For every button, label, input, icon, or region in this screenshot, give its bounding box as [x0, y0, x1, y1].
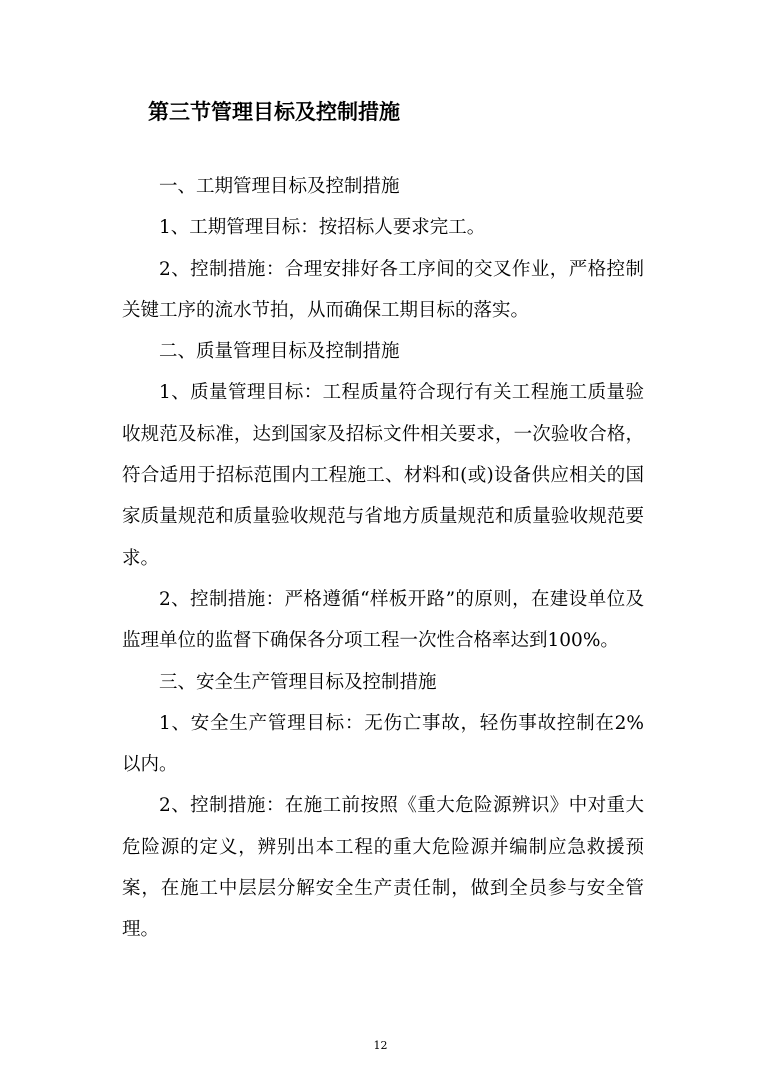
document-body	[122, 166, 644, 951]
heading-safety: 三、安全生产管理目标及控制措施	[159, 671, 437, 693]
heading-quality: 二、质量管理目标及控制措施	[159, 341, 400, 363]
paragraph-quality-target: 1、质量管理目标：工程质量符合现行有关工程施工质量验收规范及标准，达到国家及招标文件相关要求，一次验收合格，符合适用于招标范围内工程施工、材料和(或)设备供应相关的国家质量规范和质量验收规范与省地方质量规范和质量验收规范要求。	[122, 382, 644, 569]
paragraph-schedule-measures: 2、控制措施：合理安排好各工序间的交叉作业，严格控制关键工序的流水节拍，从而确保工期目标的落实。	[122, 258, 644, 321]
page-number: 12	[373, 1039, 388, 1052]
paragraph-quality-measures: 2、控制措施：严格遵循“样板开路”的原则，在建设单位及监理单位的监督下确保各分项工程一次性合格率达到100%。	[122, 588, 644, 652]
paragraph-safety-target: 1、安全生产管理目标：无伤亡事故，轻伤事故控制在2%以内。	[122, 712, 644, 776]
section-title: 第三节管理目标及控制措施	[148, 99, 400, 124]
paragraph-schedule-target: 1、工期管理目标：按招标人要求完工。	[159, 217, 486, 239]
heading-schedule: 一、工期管理目标及控制措施	[159, 176, 400, 197]
paragraph-safety-measures: 2、控制措施：在施工前按照《重大危险源辨识》中对重大危险源的定义，辨别出本工程的重大危险源并编制应急救援预案，在施工中层层分解安全生产责任制，做到全员参与安全管理。	[122, 795, 644, 941]
